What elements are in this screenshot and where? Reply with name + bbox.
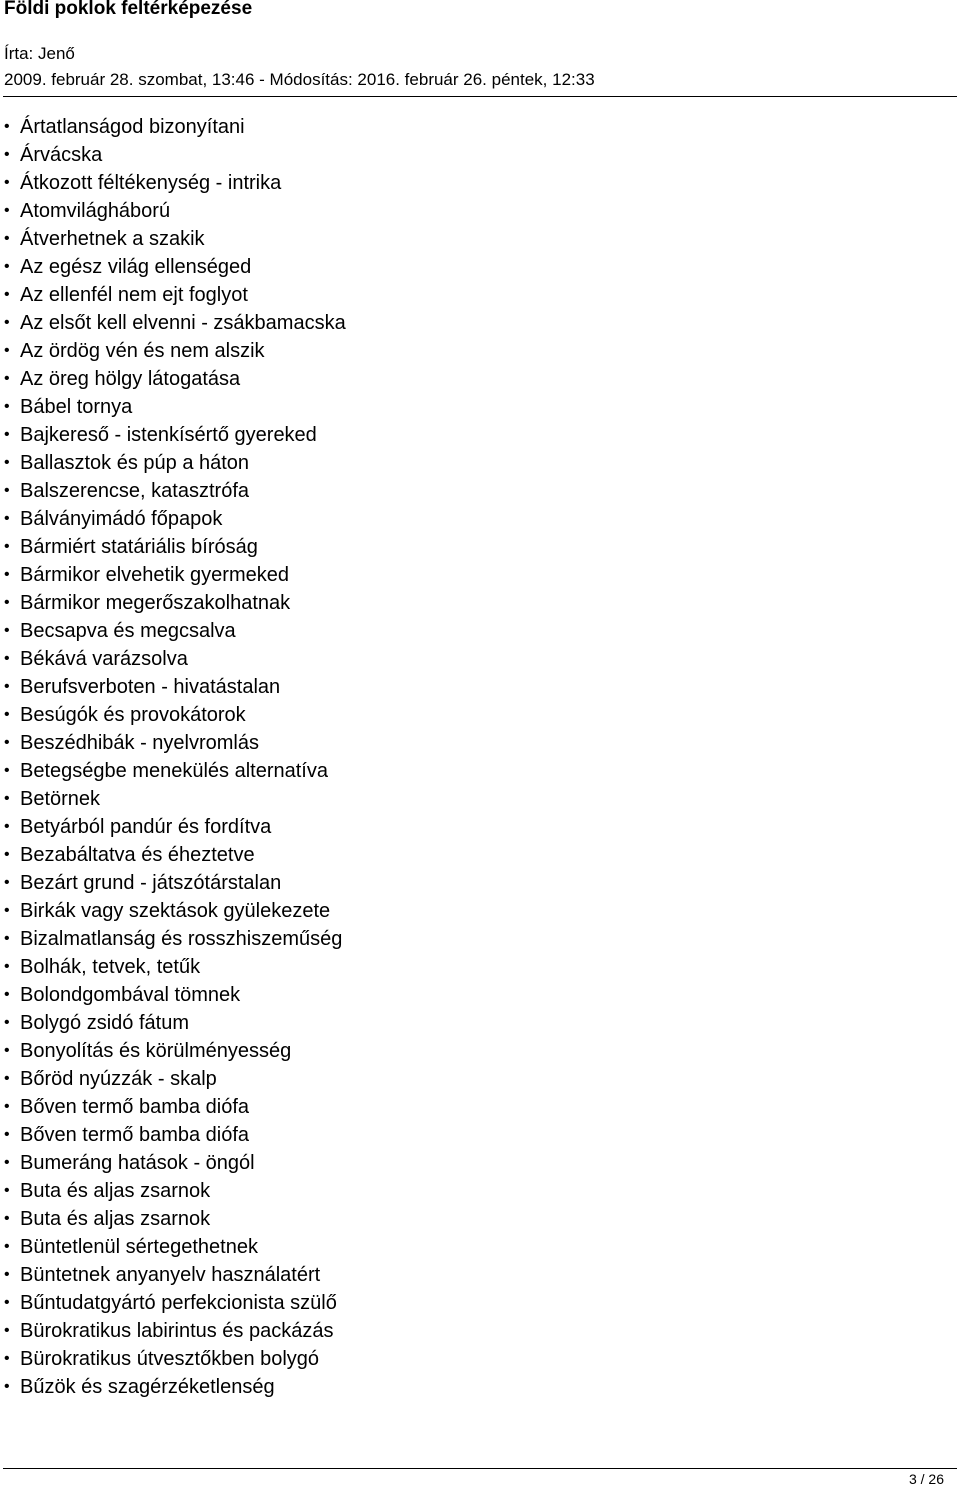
list-item-label: Bálványimádó főpapok — [20, 508, 223, 530]
bullet-icon: • — [4, 1378, 10, 1395]
list-item — [0, 1289, 346, 1317]
list-item — [0, 1009, 346, 1037]
list-item — [0, 981, 346, 1009]
list-item — [0, 393, 346, 421]
list-item-label: Betyárból pandúr és fordítva — [20, 816, 272, 838]
list-item — [0, 1037, 346, 1065]
list-item — [0, 225, 346, 253]
page-number: 3 / 26 — [908, 1471, 944, 1487]
list-item-label: Atomvilágháború — [20, 200, 171, 222]
date-line: 2009. február 28. szombat, 13:46 - Módosítás: 2016. február 26. péntek, 12:33 — [4, 70, 595, 89]
list-item-label: Betegségbe menekülés alternatíva — [20, 760, 328, 782]
list-item-label: Bőven termő bamba diófa — [20, 1124, 250, 1146]
list-item-label: Bezárt grund - játszótárstalan — [20, 872, 282, 894]
list-item-label: Bumeráng hatások - öngól — [20, 1152, 255, 1174]
bullet-icon: • — [4, 258, 10, 275]
list-item — [0, 1373, 346, 1401]
bullet-icon: • — [4, 454, 10, 471]
list-item-label: Az ellenfél nem ejt foglyot — [20, 284, 248, 306]
bullet-icon: • — [4, 1322, 10, 1339]
bullet-icon: • — [4, 902, 10, 919]
list-item-label: Árvácska — [20, 144, 103, 166]
bullet-icon: • — [4, 174, 10, 191]
list-item-label: Bürokratikus útvesztőkben bolygó — [20, 1348, 320, 1370]
document-title: Földi poklok feltérképezése — [4, 0, 253, 19]
bullet-icon: • — [4, 1350, 10, 1367]
bullet-icon: • — [4, 146, 10, 163]
list-item-label: Átkozott féltékenység - intrika — [20, 172, 282, 194]
list-item-label: Az öreg hölgy látogatása — [20, 368, 241, 390]
bullet-icon: • — [4, 1014, 10, 1031]
bullet-icon: • — [4, 1098, 10, 1115]
bullet-icon: • — [4, 1154, 10, 1171]
list-item — [0, 701, 346, 729]
list-item — [0, 141, 346, 169]
bullet-icon: • — [4, 510, 10, 527]
list-item — [0, 169, 346, 197]
bullet-icon: • — [4, 734, 10, 751]
list-item — [0, 813, 346, 841]
bullet-icon: • — [4, 1266, 10, 1283]
bullet-icon: • — [4, 426, 10, 443]
list-item — [0, 925, 346, 953]
bullet-icon: • — [4, 566, 10, 583]
list-item — [0, 561, 346, 589]
bullet-icon: • — [4, 398, 10, 415]
list-item — [0, 729, 346, 757]
list-item — [0, 449, 346, 477]
bullet-icon: • — [4, 958, 10, 975]
list-item-label: Buta és aljas zsarnok — [20, 1180, 211, 1202]
bullet-icon: • — [4, 650, 10, 667]
bullet-icon: • — [4, 1210, 10, 1227]
list-item — [0, 1149, 346, 1177]
list-item — [0, 1093, 346, 1121]
list-item-label: Az elsőt kell elvenni - zsákbamacska — [20, 312, 346, 334]
list-item-label: Bonyolítás és körülményesség — [20, 1040, 292, 1062]
list-item — [0, 421, 346, 449]
bullet-icon: • — [4, 286, 10, 303]
list-item — [0, 645, 346, 673]
bullet-icon: • — [4, 818, 10, 835]
author-line: Írta: Jenő — [4, 44, 75, 63]
bullet-icon: • — [4, 874, 10, 891]
list-item — [0, 113, 346, 141]
list-item-label: Békává varázsolva — [20, 648, 188, 670]
list-item — [0, 281, 346, 309]
list-item — [0, 477, 346, 505]
bullet-icon: • — [4, 594, 10, 611]
list-item — [0, 337, 346, 365]
bullet-icon: • — [4, 230, 10, 247]
list-item-label: Ballasztok és púp a háton — [20, 452, 250, 474]
list-item — [0, 1205, 346, 1233]
list-item-label: Bármikor elvehetik gyermeked — [20, 564, 289, 586]
list-item — [0, 757, 346, 785]
footer-divider — [3, 1468, 957, 1469]
bullet-icon: • — [4, 762, 10, 779]
list-item — [0, 1233, 346, 1261]
list-item-label: Bármikor megerőszakolhatnak — [20, 592, 291, 614]
list-item-label: Balszerencse, katasztrófa — [20, 480, 249, 502]
list-item-label: Átverhetnek a szakik — [20, 228, 205, 250]
bullet-icon: • — [4, 482, 10, 499]
bullet-icon: • — [4, 370, 10, 387]
list-item-label: Besúgók és provokátorok — [20, 704, 246, 726]
list-item-label: Bizalmatlanság és rosszhiszeműség — [20, 928, 343, 950]
bullet-icon: • — [4, 1294, 10, 1311]
bullet-icon: • — [4, 986, 10, 1003]
list-item-label: Ártatlanságod bizonyítani — [20, 116, 245, 138]
list-item-label: Büntetlenül sértegethetnek — [20, 1236, 258, 1258]
list-item-label: Bajkereső - istenkísértő gyereked — [20, 424, 317, 446]
bullet-icon: • — [4, 1238, 10, 1255]
bullet-icon: • — [4, 622, 10, 639]
list-item-label: Bűzök és szagérzéketlenség — [20, 1376, 275, 1398]
list-item — [0, 589, 346, 617]
list-item — [0, 1177, 346, 1205]
bullet-icon: • — [4, 342, 10, 359]
list-item-label: Bolhák, tetvek, tetűk — [20, 956, 201, 978]
list-item — [0, 1261, 346, 1289]
list-item-label: Bürokratikus labirintus és packázás — [20, 1320, 334, 1342]
list-item — [0, 1345, 346, 1373]
list-item-label: Az ördög vén és nem alszik — [20, 340, 265, 362]
list-item-label: Berufsverboten - hivatástalan — [20, 676, 281, 698]
list-item — [0, 673, 346, 701]
list-item-label: Betörnek — [20, 788, 101, 810]
list-item — [0, 953, 346, 981]
list-item — [0, 365, 346, 393]
list-item-label: Bolondgombával tömnek — [20, 984, 241, 1006]
bullet-icon: • — [4, 1070, 10, 1087]
bullet-icon: • — [4, 930, 10, 947]
bullet-icon: • — [4, 706, 10, 723]
list-item — [0, 505, 346, 533]
list-item — [0, 253, 346, 281]
bullet-icon: • — [4, 678, 10, 695]
list-item — [0, 617, 346, 645]
topic-list — [0, 113, 346, 1401]
list-item — [0, 785, 346, 813]
bullet-icon: • — [4, 1126, 10, 1143]
list-item-label: Beszédhibák - nyelvromlás — [20, 732, 259, 754]
list-item-label: Az egész világ ellenséged — [20, 256, 252, 278]
list-item-label: Bármiért statáriális bíróság — [20, 536, 258, 558]
list-item-label: Bűntudatgyártó perfekcionista szülő — [20, 1292, 337, 1314]
list-item-label: Becsapva és megcsalva — [20, 620, 236, 642]
list-item-label: Buta és aljas zsarnok — [20, 1208, 211, 1230]
list-item — [0, 869, 346, 897]
list-item — [0, 197, 346, 225]
bullet-icon: • — [4, 1042, 10, 1059]
bullet-icon: • — [4, 846, 10, 863]
header-divider — [3, 96, 957, 97]
bullet-icon: • — [4, 790, 10, 807]
bullet-icon: • — [4, 202, 10, 219]
bullet-icon: • — [4, 538, 10, 555]
list-item-label: Bőven termő bamba diófa — [20, 1096, 250, 1118]
list-item — [0, 897, 346, 925]
list-item-label: Bőröd nyúzzák - skalp — [20, 1068, 217, 1090]
list-item — [0, 1121, 346, 1149]
list-item-label: Bábel tornya — [20, 396, 133, 418]
bullet-icon: • — [4, 314, 10, 331]
list-item — [0, 309, 346, 337]
list-item-label: Bolygó zsidó fátum — [20, 1012, 189, 1034]
list-item — [0, 841, 346, 869]
list-item — [0, 533, 346, 561]
list-item-label: Büntetnek anyanyelv használatért — [20, 1264, 321, 1286]
list-item-label: Birkák vagy szektások gyülekezete — [20, 900, 331, 922]
bullet-icon: • — [4, 1182, 10, 1199]
bullet-icon: • — [4, 118, 10, 135]
list-item-label: Bezabáltatva és éheztetve — [20, 844, 255, 866]
list-item — [0, 1065, 346, 1093]
list-item — [0, 1317, 346, 1345]
